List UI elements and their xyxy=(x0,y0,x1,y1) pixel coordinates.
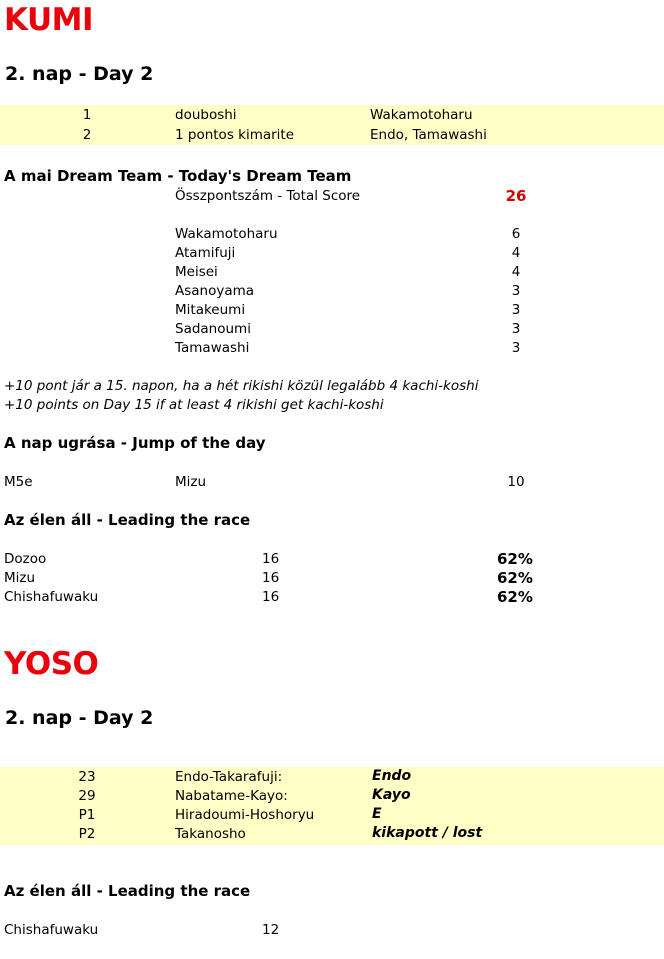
dream-team-score: 3 xyxy=(511,340,521,356)
dream-team-heading: A mai Dream Team - Today's Dream Team xyxy=(4,167,352,185)
yoso-match-result: Kayo xyxy=(372,787,411,803)
bonus-note-en: +10 points on Day 15 if at least 4 rikishi get kachi-koshi xyxy=(4,397,384,413)
dream-team-member: Mitakeumi xyxy=(175,302,246,318)
yoso-leading-heading: Az élen áll - Leading the race xyxy=(4,882,251,900)
kumi-day-heading: 2. nap - Day 2 xyxy=(5,63,154,85)
yoso-match-result: kikapott / lost xyxy=(372,825,483,841)
dream-team-member: Atamifuji xyxy=(175,245,236,261)
yoso-day-heading: 2. nap - Day 2 xyxy=(5,707,154,729)
dream-team-score: 4 xyxy=(511,264,521,280)
kumi-result-pick: douboshi xyxy=(175,107,237,123)
dream-team-score: 6 xyxy=(511,226,521,242)
jump-player: Mizu xyxy=(175,474,207,490)
yoso-match-num: 29 xyxy=(78,788,96,804)
leader-pct: 62% xyxy=(497,588,533,606)
leader-name: Chishafuwaku xyxy=(4,922,99,938)
leader-score: 16 xyxy=(262,570,280,586)
dream-team-member: Asanoyama xyxy=(175,283,255,299)
leader-pct: 62% xyxy=(497,569,533,587)
dream-team-score: 3 xyxy=(511,321,521,337)
dream-team-score: 4 xyxy=(511,245,521,261)
dream-team-score: 3 xyxy=(511,283,521,299)
dream-team-score: 3 xyxy=(511,302,521,318)
yoso-match-bout: Hiradoumi-Hoshoryu xyxy=(175,807,315,823)
yoso-match-num: P1 xyxy=(78,807,96,823)
yoso-match-bout: Endo-Takarafuji: xyxy=(175,769,283,785)
leader-score: 16 xyxy=(262,589,280,605)
leader-pct: 62% xyxy=(497,550,533,568)
total-score-label: Összpontszám - Total Score xyxy=(175,188,361,204)
leader-name: Mizu xyxy=(4,570,36,586)
bonus-note-hu: +10 pont jár a 15. napon, ha a hét rikishi közül legalább 4 kachi-koshi xyxy=(4,378,479,394)
yoso-title: YOSO xyxy=(4,646,99,682)
yoso-match-bout: Nabatame-Kayo: xyxy=(175,788,288,804)
leader-score: 16 xyxy=(262,551,280,567)
yoso-match-result: Endo xyxy=(372,768,412,784)
kumi-result-pick: 1 pontos kimarite xyxy=(175,127,295,143)
leader-name: Dozoo xyxy=(4,551,47,567)
kumi-result-names: Wakamotoharu xyxy=(370,107,473,123)
dream-team-member: Meisei xyxy=(175,264,218,280)
leader-name: Chishafuwaku xyxy=(4,589,99,605)
jump-heading: A nap ugrása - Jump of the day xyxy=(4,434,266,452)
yoso-match-bout: Takanosho xyxy=(175,826,246,842)
kumi-leading-heading: Az élen áll - Leading the race xyxy=(4,511,251,529)
jump-value: 10 xyxy=(507,474,525,490)
dream-team-member: Tamawashi xyxy=(175,340,250,356)
yoso-match-num: 23 xyxy=(78,769,96,785)
jump-rank: M5e xyxy=(4,474,33,490)
yoso-match-num: P2 xyxy=(78,826,96,842)
kumi-title: KUMI xyxy=(4,2,94,38)
kumi-result-num: 1 xyxy=(82,107,92,123)
dream-team-member: Wakamotoharu xyxy=(175,226,278,242)
kumi-result-names: Endo, Tamawashi xyxy=(370,127,487,143)
dream-team-member: Sadanoumi xyxy=(175,321,251,337)
kumi-result-num: 2 xyxy=(82,127,92,143)
leader-score: 12 xyxy=(262,922,280,938)
yoso-match-result: E xyxy=(372,806,382,822)
total-score-value: 26 xyxy=(505,187,527,205)
